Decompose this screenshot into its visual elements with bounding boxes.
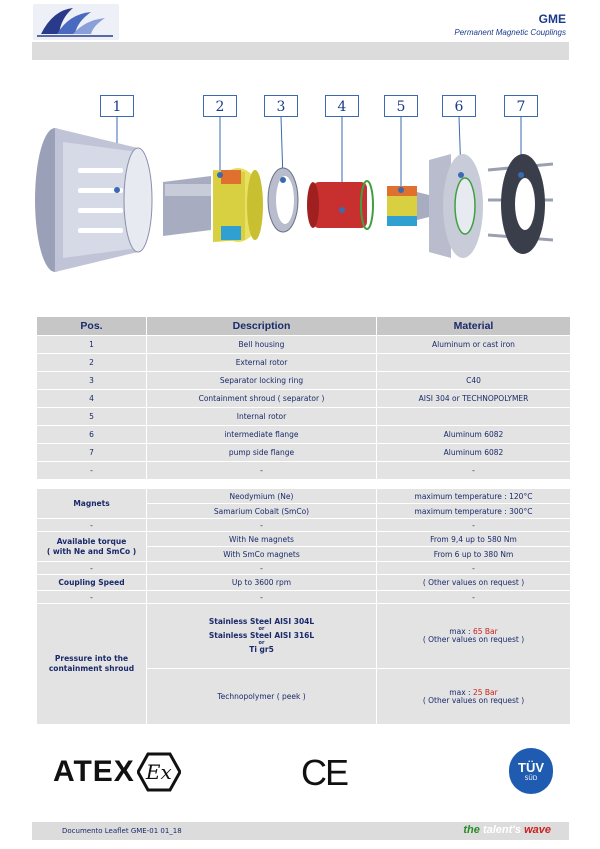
atex-text: ATEX [53, 755, 135, 788]
coupling-exploded-drawing [33, 90, 568, 310]
pos-cell: 4 [37, 390, 147, 408]
callout-5: 5 [384, 95, 418, 117]
or-text: or [258, 626, 265, 632]
material-cell: C40 [377, 372, 571, 390]
pressure-note: ( Other values on request ) [422, 695, 525, 705]
dash-cell: - [377, 519, 571, 532]
certifications-row [33, 742, 568, 802]
max-prefix: max : [449, 627, 473, 636]
steel-line-2: Stainless Steel AISI 316L [208, 631, 315, 640]
material-cell: AISI 304 or TECHNOPOLYMER [377, 390, 571, 408]
dash-cell: - [377, 562, 571, 575]
desc-cell: External rotor [147, 354, 377, 372]
desc-cell: - [147, 462, 377, 480]
header-description: Description [147, 317, 377, 336]
torque-label [37, 532, 147, 562]
callout-1: 1 [100, 95, 134, 117]
desc-cell: Containment shroud ( separator ) [147, 390, 377, 408]
sail-logo-icon [33, 4, 119, 40]
steel-materials-cell [147, 604, 377, 669]
table-row [37, 336, 571, 354]
steel-line-1: Stainless Steel AISI 304L [208, 617, 315, 626]
table-row [37, 489, 571, 504]
table-row [37, 532, 571, 547]
or-text: or [258, 640, 265, 646]
material-cell [377, 408, 571, 426]
callout-6: 6 [442, 95, 476, 117]
table-row [37, 426, 571, 444]
pump-side-flange-part [488, 154, 553, 254]
steel-line-3: Ti gr5 [249, 645, 274, 654]
table-row [37, 604, 571, 669]
desc-cell: Internal rotor [147, 408, 377, 426]
pos-cell: 7 [37, 444, 147, 462]
max-prefix: max : [449, 687, 473, 697]
callout-3: 3 [264, 95, 298, 117]
pos-cell: 1 [37, 336, 147, 354]
steel-pressure-cell [377, 604, 571, 669]
dash-cell: - [147, 519, 377, 532]
header-material: Material [377, 317, 571, 336]
dash-cell: - [147, 562, 377, 575]
pos-cell: 6 [37, 426, 147, 444]
pressure-note: ( Other values on request ) [422, 635, 525, 644]
value-cell: From 9,4 up to 580 Nm [377, 532, 571, 547]
table-row [37, 444, 571, 462]
pos-cell: - [37, 462, 147, 480]
dash-cell: - [37, 562, 147, 575]
pressure-label-line1: Pressure into the [54, 654, 129, 663]
company-logo [33, 4, 119, 40]
value-cell: ( Other values on request ) [377, 575, 571, 591]
containment-shroud-part [307, 181, 373, 229]
table-row [37, 372, 571, 390]
dash-cell: - [377, 591, 571, 604]
separator-row [37, 591, 571, 604]
separator-locking-ring-part [268, 168, 298, 232]
separator-row [37, 562, 571, 575]
dash-cell: - [37, 519, 147, 532]
material-cell: Aluminum 6082 [377, 444, 571, 462]
header-bar [32, 42, 569, 60]
product-code: GME [538, 12, 566, 26]
ex-hexagon-icon [137, 752, 181, 792]
components-table [36, 316, 571, 480]
bell-housing-part [35, 128, 152, 272]
atex-logo [53, 750, 181, 794]
value-cell: From 6 up to 380 Nm [377, 547, 571, 562]
desc-cell: Up to 3600 rpm [147, 575, 377, 591]
internal-rotor-part [387, 186, 433, 226]
tagline [463, 824, 551, 836]
tagline-the: the [463, 824, 480, 836]
exploded-view [33, 90, 568, 310]
callout-2: 2 [203, 95, 237, 117]
tuv-text: TÜV [518, 760, 544, 775]
desc-cell: Technopolymer ( peek ) [147, 669, 377, 725]
table-row [37, 390, 571, 408]
callout-7: 7 [504, 95, 538, 117]
torque-label-line2: ( with Ne and SmCo ) [46, 546, 137, 556]
desc-cell: Bell housing [147, 336, 377, 354]
dash-cell: - [147, 591, 377, 604]
brand-block [454, 12, 566, 37]
tuv-logo [509, 748, 553, 794]
document-reference: Documento Leaflet GME-01 01_18 [62, 827, 182, 835]
magnets-label: Magnets [37, 489, 147, 519]
desc-cell: With Ne magnets [147, 532, 377, 547]
desc-cell: Samarium Cobalt (SmCo) [147, 504, 377, 519]
components-header-row [37, 317, 571, 336]
tagline-wave: wave [524, 824, 551, 836]
intermediate-flange-part [429, 154, 483, 258]
material-cell: Aluminum or cast iron [377, 336, 571, 354]
pressure-label [37, 604, 147, 725]
table-row [37, 462, 571, 480]
ex-text: Ex [145, 760, 172, 784]
material-cell [377, 354, 571, 372]
material-cell: Aluminum 6082 [377, 426, 571, 444]
value-cell: maximum temperature : 300°C [377, 504, 571, 519]
table-row [37, 354, 571, 372]
value-cell: maximum temperature : 120°C [377, 489, 571, 504]
header-pos: Pos. [37, 317, 147, 336]
pos-cell: 5 [37, 408, 147, 426]
desc-cell: Separator locking ring [147, 372, 377, 390]
dash-cell: - [37, 591, 147, 604]
callout-4: 4 [325, 95, 359, 117]
product-subtitle: Permanent Magnetic Couplings [454, 28, 566, 37]
max-pressure-value: 65 Bar [472, 627, 498, 636]
specifications-table [36, 488, 571, 725]
ce-mark: CE [301, 752, 348, 793]
desc-cell: intermediate flange [147, 426, 377, 444]
pos-cell: 3 [37, 372, 147, 390]
desc-cell: pump side flange [147, 444, 377, 462]
separator-row [37, 519, 571, 532]
pos-cell: 2 [37, 354, 147, 372]
torque-label-line1: Available torque [56, 536, 127, 546]
desc-cell: Neodymium (Ne) [147, 489, 377, 504]
poly-pressure-cell [377, 669, 571, 725]
desc-cell: With SmCo magnets [147, 547, 377, 562]
pressure-label-line2: containment shroud [48, 664, 135, 673]
external-rotor-part [163, 168, 263, 242]
table-row [37, 575, 571, 591]
footer-bar [32, 822, 569, 840]
table-row [37, 408, 571, 426]
tagline-talent: talent's [482, 824, 522, 836]
speed-label: Coupling Speed [37, 575, 147, 591]
material-cell: - [377, 462, 571, 480]
max-pressure-value: 25 Bar [472, 687, 498, 697]
tuv-sub-text: SÜD [524, 775, 538, 782]
